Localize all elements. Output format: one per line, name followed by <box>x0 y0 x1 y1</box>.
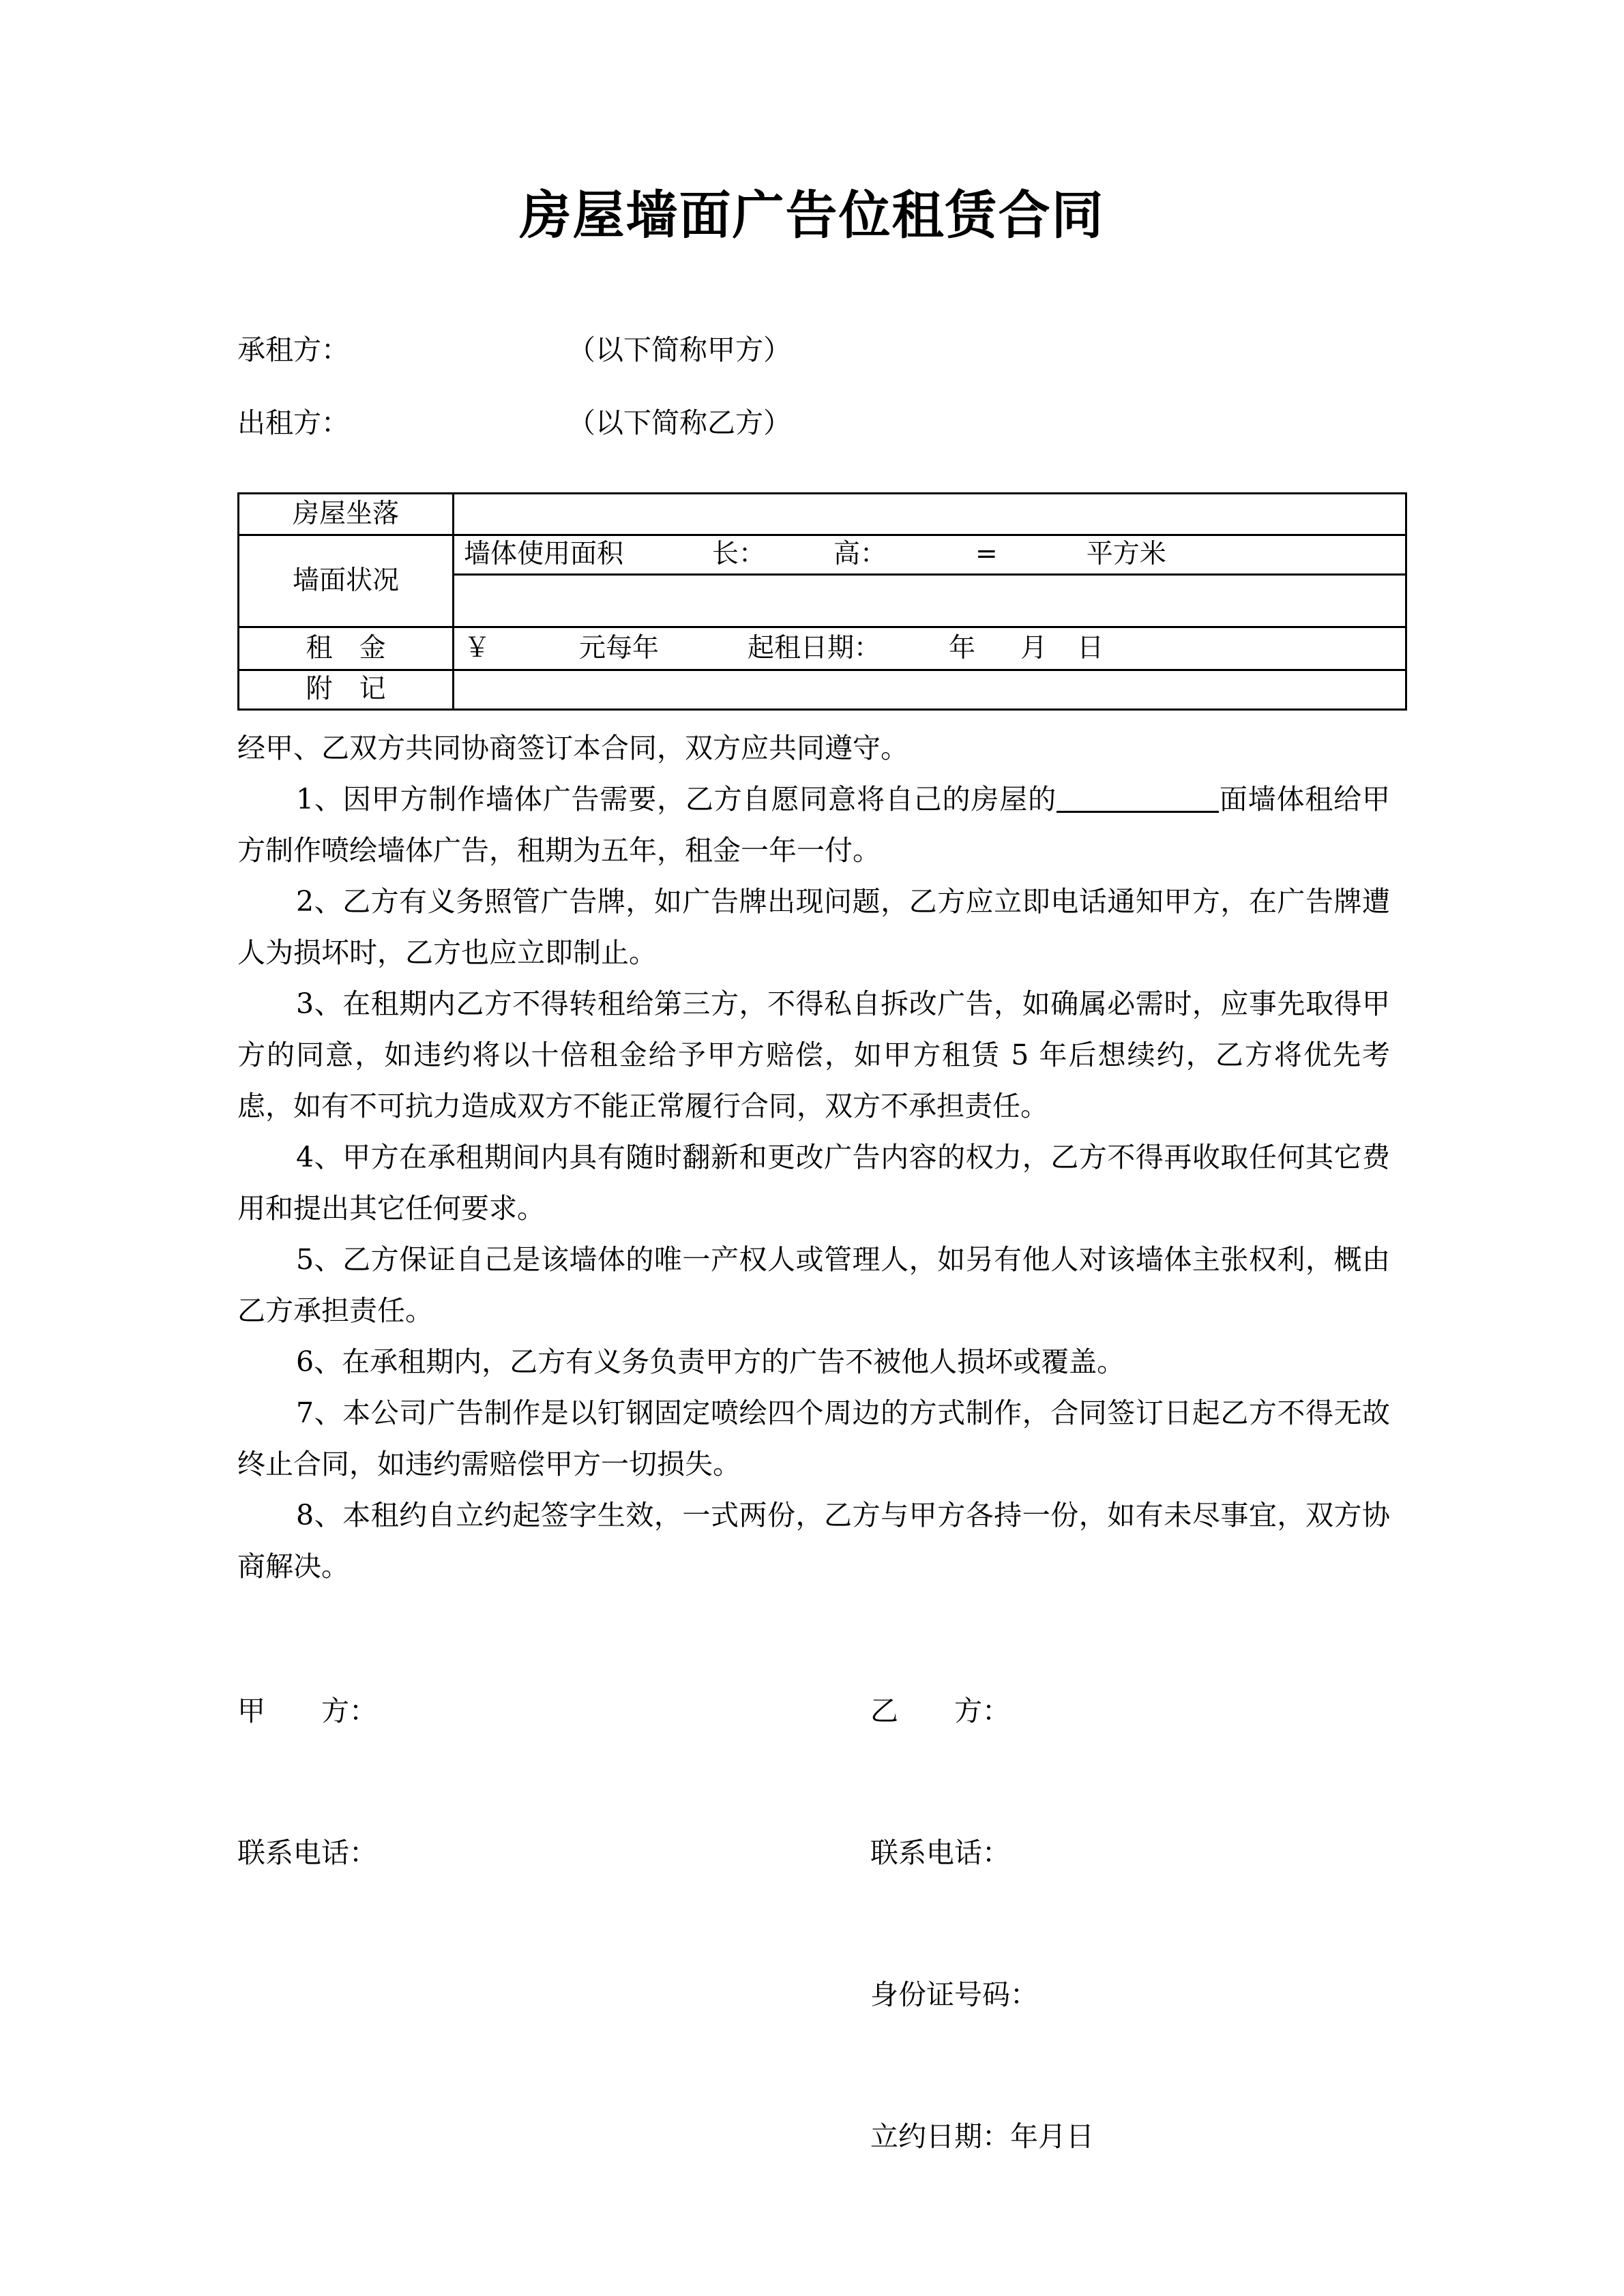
property-info-table <box>237 492 1407 711</box>
party-b-signature[interactable] <box>870 1688 1010 1729</box>
remarks-value[interactable] <box>454 670 1406 710</box>
table-row-wall-area <box>239 535 1406 575</box>
month-unit: 月 <box>1020 632 1048 664</box>
tenant-alias: （以下简称甲方） <box>567 333 791 366</box>
party-b-suffix: 方： <box>954 1695 1010 1727</box>
signature-area <box>237 1688 1390 2185</box>
address-label: 房屋坐落 <box>239 494 454 535</box>
contract-date[interactable]: 立约日期：年月日 <box>870 2120 1094 2153</box>
tenant-line <box>237 333 1390 366</box>
clause-7: 7、本公司广告制作是以钉钢固定喷绘四个周边的方式制作，合同签订日起乙方不得无故终止合同，如违约需赔偿甲方一切损失。 <box>237 1397 1390 1480</box>
party-b-id-number[interactable]: 身份证号码： <box>870 1978 1038 2011</box>
address-value[interactable] <box>454 494 1406 535</box>
wall-side-blank[interactable] <box>1057 811 1219 813</box>
table-row-address <box>239 494 1406 535</box>
clause-1 <box>237 774 1390 876</box>
currency-symbol: ￥ <box>464 632 491 664</box>
contract-body <box>237 723 1390 1592</box>
landlord-label: 出租方： <box>237 406 349 439</box>
day-unit: 日 <box>1077 632 1104 664</box>
party-a-suffix: 方： <box>321 1695 377 1727</box>
rent-unit: 元每年 <box>579 632 660 664</box>
clause-5: 5、乙方保证自己是该墙体的唯一产权人或管理人，如另有他人对该墙体主张权利，概由乙方承担责任。 <box>237 1243 1390 1327</box>
preamble-paragraph: 经甲、乙双方共同协商签订本合同，双方应共同遵守。 <box>237 732 909 764</box>
tenant-label: 承租方： <box>237 333 349 366</box>
landlord-line <box>237 406 1390 439</box>
clause-8: 8、本租约自立约起签字生效，一式两份，乙方与甲方各持一份，如有未尽事宜，双方协商解决。 <box>237 1499 1390 1583</box>
signature-row-spacer-3 <box>237 2043 1390 2114</box>
table-row-remarks <box>239 670 1406 710</box>
signature-row-parties <box>237 1688 1390 1759</box>
equals-sign: = <box>975 539 998 570</box>
party-a-signature[interactable] <box>237 1688 377 1729</box>
party-a-label: 甲 <box>237 1695 265 1727</box>
clause-2: 2、乙方有义务照管广告牌，如广告牌出现问题，乙方应立即电话通知甲方，在广告牌遭人为损坏时，乙方也应立即制止。 <box>237 885 1390 969</box>
wall-extra-value[interactable] <box>454 575 1406 627</box>
party-b-phone[interactable]: 联系电话： <box>870 1836 1010 1869</box>
clause-1-after: 面墙体租给甲方制作喷绘墙体广告，租期为五年，租金一年一付。 <box>237 783 1390 867</box>
clause-6: 6、在承租期内，乙方有义务负责甲方的广告不被他人损坏或覆盖。 <box>296 1345 1125 1378</box>
wall-length-label: 长： <box>712 539 766 570</box>
rent-label: 租 金 <box>239 627 454 670</box>
clause-3: 3、在租期内乙方不得转租给第三方，不得私自拆改广告，如确属必需时，应事先取得甲方的同意，如违约将以十倍租金给予甲方赔偿，如甲方租赁 5 年后想续约，乙方将优先考虑，如有不可抗力造成双方不能正常履行合同，双方不承担责任。 <box>237 987 1390 1122</box>
rent-value[interactable] <box>454 627 1406 670</box>
remarks-label: 附 记 <box>239 670 454 710</box>
wall-height-label: 高： <box>833 539 887 570</box>
party-b-label: 乙 <box>870 1695 898 1727</box>
signature-row-id <box>237 1972 1390 2043</box>
wall-area-text: 墙体使用面积 <box>464 539 624 570</box>
clause-1-before: 1、因甲方制作墙体广告需要，乙方自愿同意将自己的房屋的 <box>296 783 1057 816</box>
landlord-alias: （以下简称乙方） <box>567 406 791 439</box>
rent-start-label: 起租日期： <box>748 632 881 664</box>
table-row-rent <box>239 627 1406 670</box>
party-a-phone[interactable]: 联系电话： <box>237 1836 377 1869</box>
clause-4: 4、甲方在承租期间内具有随时翻新和更改广告内容的权力，乙方不得再收取任何其它费用和提出其它任何要求。 <box>237 1141 1390 1225</box>
signature-row-date <box>237 2114 1390 2185</box>
signature-row-spacer-2 <box>237 1901 1390 1972</box>
wall-area-value[interactable] <box>454 535 1406 575</box>
page-title: 房屋墙面广告位租赁合同 <box>519 185 1105 245</box>
signature-row-spacer-1 <box>237 1759 1390 1830</box>
year-unit: 年 <box>949 632 976 664</box>
square-meter-unit: 平方米 <box>1086 539 1166 570</box>
signature-row-phones <box>237 1830 1390 1901</box>
wall-condition-label: 墙面状况 <box>239 535 454 627</box>
